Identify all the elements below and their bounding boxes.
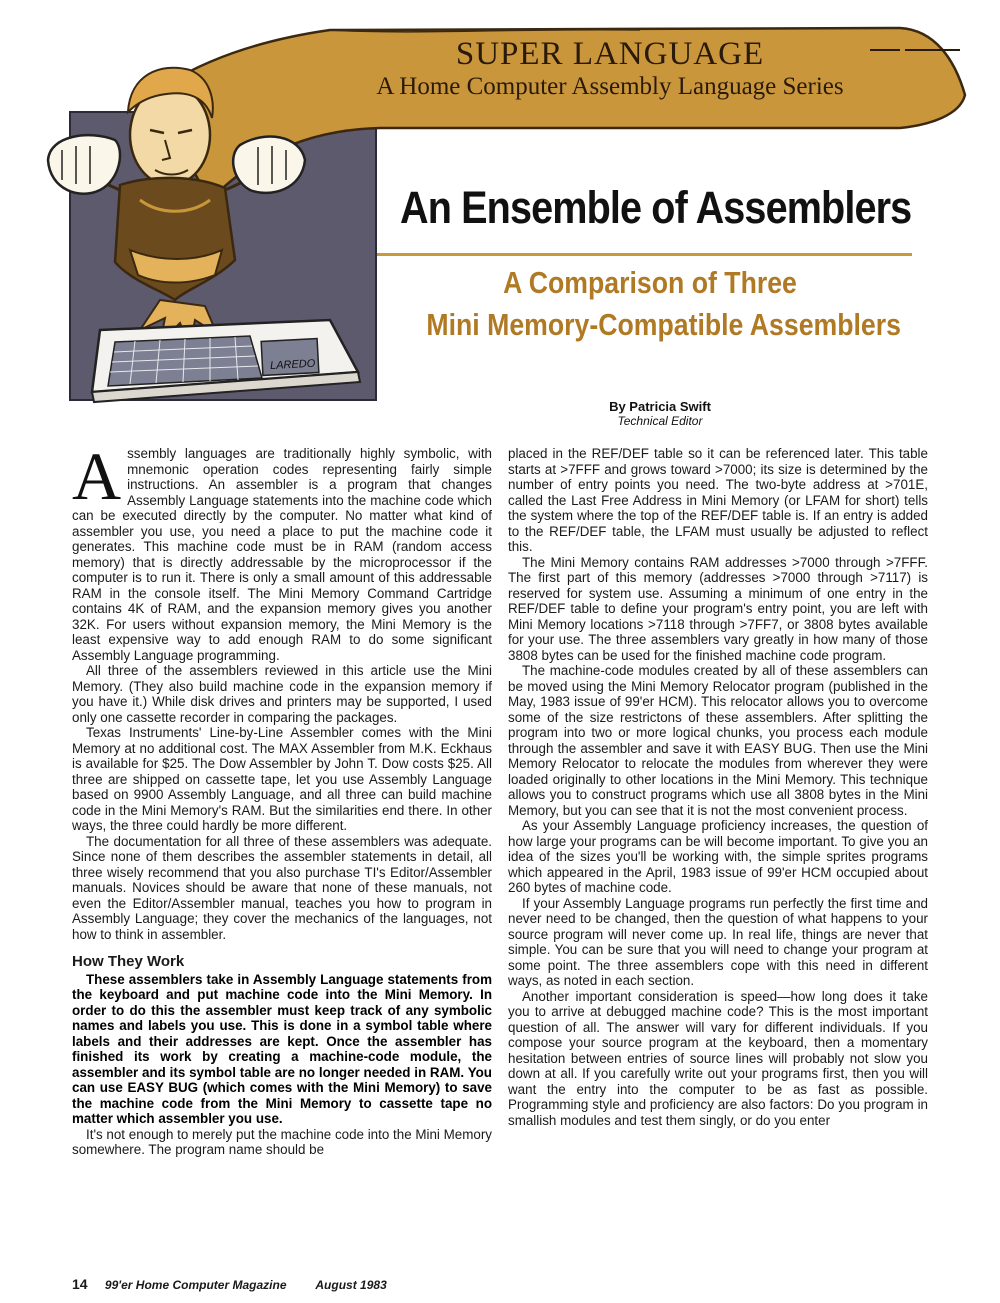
paragraph: placed in the REF/DEF table so it can be referenced later. This table starts at >7FFF and grows toward >7000; its size is determined by the number of entry points you need. The two-byte address at >701E, called the Last Free Address in Mini Memory (or LFAM for short) tells the system where the top of the REF/DEF table is. If an entry is added to the REF/DEF table, the LFAM must usually be adjusted to reflect this. (508, 446, 928, 554)
paragraph: If your Assembly Language programs run perfectly the first time and never need to be changed, then the question of what happens to your source program will never come up. In real life, things are never that simple. You can be sure that you will need to change your program at some point. The three assemblers cope with this need in different ways, as noted in each section. (508, 895, 928, 988)
article-title: An Ensemble of Assemblers (400, 182, 912, 233)
subtitle-line-1: A Comparison of Three (503, 265, 797, 300)
paragraph: It's not enough to merely put the machine code into the Mini Memory somewhere. The program name should be (72, 1126, 492, 1157)
title-rule (377, 253, 912, 256)
author-role: Technical Editor (617, 414, 703, 428)
paragraph: Assembly languages are traditionally highly symbolic, with mnemonic operation codes representing fairly simple instructions. An assembler is a program that changes Assembly Language statements into the machine code which can be executed directly by the computer. No matter what kind of assembler you use, you need a place to put the machine code it generates. This machine code must be in RAM (random access memory) that is directly addressable by the microprocessor if the computer is to run it. There is only a small amount of this addressable RAM in the console itself. The Mini Memory Command Cartridge contains 4K of RAM, and the expansion memory gives you another 32K. For users without expansion memory, the Mini Memory is the least expensive way to add enough RAM to do some significant Assembly Language programming. (72, 438, 492, 663)
author-name: By Patricia Swift (609, 399, 711, 414)
paragraph: Another important consideration is speed—how long does it take you to arrive at debugged machine code? This is the most important question of all. The answer will vary for different individuals. If you compose your source program at the keyboard, then a momentary hesitation between entries of source lines will probably not slow you down at all. If you carefully write out your programs first, then you will want the entry into the computer to be as fast as possible. Programming style and proficiency are also factors: Do you program in smallish modules and test them singly, or do you enter (508, 988, 928, 1128)
artist-signature: LAREDO (269, 357, 316, 373)
paragraph: The Mini Memory contains RAM addresses >7000 through >7FFF. The first part of this memory (addresses >7000 through >7117) is reserved for system use. Assuming a minimum of one entry in the REF/DEF table to define your program's entry point, you are left with Mini Memory locations >7118 through >7FF7, or 3808 bytes available for your use. The three assemblers vary greatly in how many of those 3808 bytes can be used for the finished machine code program. (508, 554, 928, 663)
page-number: 14 (72, 1276, 88, 1292)
issue-date: August 1983 (315, 1278, 387, 1292)
series-banner (330, 30, 890, 120)
right-column (508, 446, 928, 1128)
paragraph: Texas Instruments' Line-by-Line Assembler comes with the Mini Memory at no additional cost. The MAX Assembler from M.K. Eckhaus is available for $25. The Dow Assembler by John T. Dow costs $25. All three are shipped on cassette tape, let you use Assembly Language based on 9900 Assembly Language, and all three can build machine code in the Mini Memory's RAM. But the similarities end there. In other ways, the three could hardly be more different. (72, 725, 492, 833)
article-subtitle (426, 262, 901, 346)
section-heading: How They Work (72, 953, 185, 970)
subtitle-line-2: Mini Memory-Compatible Assemblers (426, 307, 901, 342)
paragraph: The machine-code modules created by all of these assemblers can be moved using the Mini Memory Relocator program (published in the May, 1983 issue of 99'er HCM). This relocator allows you to overcome some of the size restrictons of these assemblers. After splitting the program into two or more logical chunks, you process each module through the assembler and save it with EASY BUG. Then use the Mini Memory Relocator to relocate the modules from wherever they were loaded originally to other locations in the Mini Memory. This technique allows you to construct programs which use all 3808 bytes in the Mini Memory, but you can see that it is not the most convenient process. (508, 663, 928, 818)
left-fist (48, 135, 120, 194)
magazine-name: 99'er Home Computer Magazine (104, 1278, 287, 1292)
paragraph: The documentation for all three of these assemblers was adequate. Since none of them describes the assembler statements in detail, all three wisely recommend that you also purchase TI's Editor/Assembler manuals. Novices should be aware that none of these manuals, not even the Editor/Assembler manual, teaches you how to program in Assembly Language; they cover the mechanics of the languages, not how to think in assembler. (72, 833, 492, 942)
paragraph: As your Assembly Language proficiency increases, the question of how large your programs can be will become important. To give you an idea of the sizes you'll be working with, the simple sprites programs which appeared in the April, 1983 issue of 99'er HCM occupied about 260 bytes of machine code. (508, 818, 928, 895)
series-title: SUPER LANGUAGE (455, 36, 765, 72)
left-column (72, 438, 492, 1158)
page-footer (72, 1276, 387, 1292)
series-subtitle: A Home Computer Assembly Language Series (376, 73, 844, 100)
article-header (0, 0, 1000, 440)
drop-cap: A (72, 438, 122, 514)
byline (560, 399, 760, 428)
paragraph: These assemblers take in Assembly Language statements from the keyboard and put machine code into the Mini Memory. In order to do this the assembler must keep track of any symbolic names and labels you use. This is done in a symbol table where labels and their addresses are kept. Once the assembler has finished its work by creating a machine-code module, the assembler and its symbol table are no longer needed in RAM. You can use EASY BUG (which comes with the Mini Memory) to save the machine code from the Mini Memory to cassette tape no matter which assembler you use. (72, 971, 492, 1126)
paragraph: All three of the assemblers reviewed in this article use the Mini Memory. (They also build machine code in the expansion memory if you have it.) While disk drives and printers may be supported, I used only one cassette recorder in comparing the packages. (72, 663, 492, 725)
